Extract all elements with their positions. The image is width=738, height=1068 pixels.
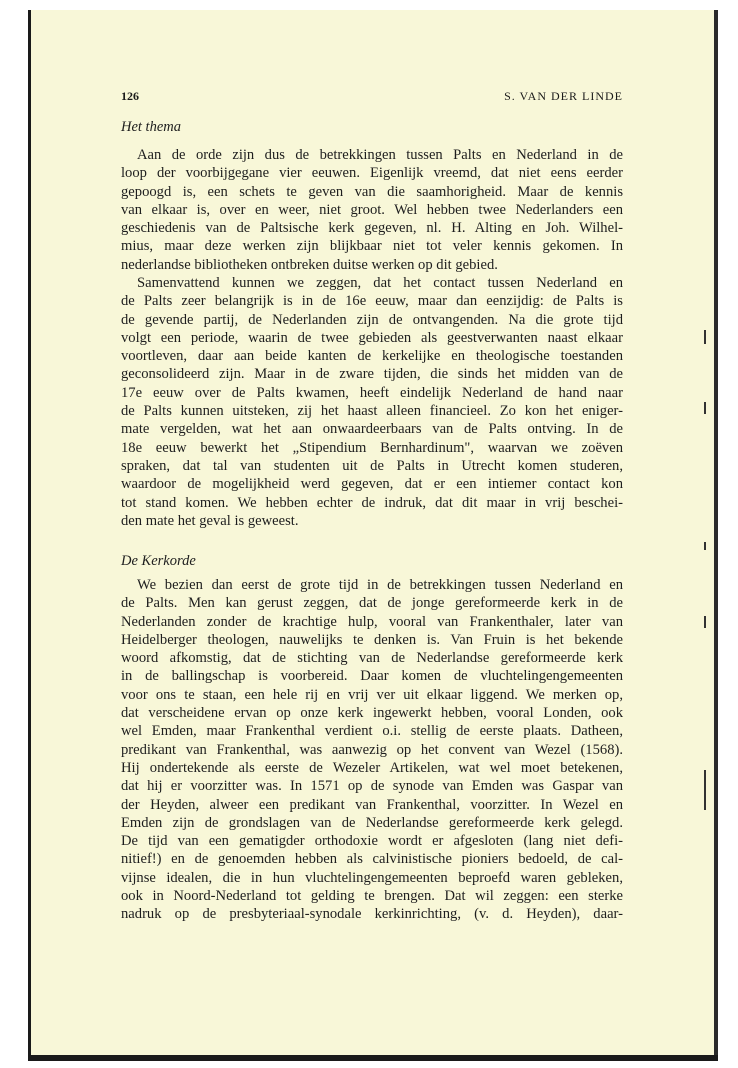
- text-line: van elkaar is, over en weer, niet groot. Wel hebben twee Nederlanders een: [121, 201, 623, 218]
- paragraph-summary: [121, 274, 623, 530]
- text-line: loop der voorbijgegane vier eeuwen. Eigenlijk vreemd, dat niet eens eerder: [121, 165, 623, 182]
- page-number: 126: [121, 89, 139, 103]
- text-line: volgt een periode, waarin de twee gebieden als geestverwanten naast elkaar: [121, 329, 623, 346]
- text-line: der Heyden, alweer een predikant van Frankenthal, voorzitter. In Wezel en: [121, 796, 623, 813]
- margin-marks: [700, 0, 712, 1068]
- scan-edge-bottom: [28, 1055, 718, 1061]
- text-line: geconsolideerd zijn. Maar in de zware tijden, die sinds het midden van de: [121, 366, 623, 383]
- text-line: spraken, dat tal van studenten uit de Palts in Utrecht komen studeren,: [121, 457, 623, 474]
- text-line: de gevende partij, de Nederlanden zijn de ontvangenden. Na die grote tijd: [121, 311, 623, 328]
- text-line: Emden zijn de grondslagen van de Nederlandse gereformeerde kerk gelegd.: [121, 814, 623, 831]
- text-line: nadruk op de presbyteriaal-synodale kerkinrichting, (v. d. Heyden), daar-: [121, 906, 623, 923]
- text-line: geschiedenis van de Paltsische kerk gegeven, nl. H. Alting en Joh. Wilhel-: [121, 220, 623, 237]
- scan-edge-right: [714, 10, 718, 1060]
- text-line: De tijd van een gematigder orthodoxie wordt er afgesloten (lang niet defi-: [121, 833, 623, 850]
- text-line: gepoogd is, een schets te geven van die saamhorigheid. Maar de kennis: [121, 183, 623, 200]
- text-line: We bezien dan eerst de grote tijd in de betrekkingen tussen Nederland en: [137, 577, 623, 593]
- text-line: waardoor de mogelijkheid werd gegeven, dat er een intiemer contact kon: [121, 476, 623, 493]
- text-line: dat verscheidene ervan op onze kerk ingewerkt hebben, vooral Londen, ook: [121, 705, 623, 722]
- text-line: mate vergelden, wat het aan onwaardeerbaars van de Palts ontving. In de: [121, 421, 623, 438]
- paragraph-intro: [121, 146, 623, 274]
- text-line: woord afkomstig, dat de stichting van de Nederlandse gereformeerde kerk: [121, 650, 623, 667]
- page-header: [121, 89, 623, 107]
- text-line: mius, maar deze werken zijn blijkbaar niet tot veler kennis gekomen. In: [121, 238, 623, 255]
- text-line: de Palts. Men kan gerust zeggen, dat de jonge gereformeerde kerk in de: [121, 595, 623, 612]
- text-line: 18e eeuw bewerkt het „Stipendium Bernhardinum", waarvan we zoëven: [121, 439, 623, 456]
- text-line: voortleven, daar aan beide kanten de kerkelijke en theologische toestanden: [121, 348, 623, 365]
- text-line: in de ballingschap is voorbereid. Daar komen de vluchtelingengemeenten: [121, 668, 623, 685]
- text-line: nederlandse bibliotheken ontbreken duitse werken op dit gebied.: [121, 256, 498, 273]
- text-line: Heidelberger theologen, nauwelijks te denken is. Van Fruin is het bekende: [121, 631, 623, 648]
- text-line: Aan de orde zijn dus de betrekkingen tussen Palts en Nederland in de: [137, 147, 623, 163]
- section-title-de-kerkorde: De Kerkorde: [121, 553, 196, 569]
- text-line: Hij ondertekende als eerste de Wezeler Artikelen, wat wel moet betekenen,: [121, 759, 623, 776]
- section-title-het-thema: Het thema: [121, 119, 181, 135]
- text-line: dat hij er voorzitter was. In 1571 op de synode van Emden was Gaspar van: [121, 778, 623, 795]
- text-line: ook in Noord-Nederland tot gelding te brengen. Dat wil zeggen: een sterke: [121, 888, 623, 905]
- paragraph-kerkorde: [121, 576, 623, 924]
- text-line: den mate het geval is geweest.: [121, 512, 299, 529]
- text-line: voor ons te staan, een hele rij en vrij ver uit elkaar liggend. We merken op,: [121, 686, 623, 703]
- text-line: tot stand komen. We hebben echter de indruk, dat dit maar in vrij beschei-: [121, 494, 623, 511]
- text-line: de Palts zeer belangrijk is in de 16e eeuw, maar dan eenzijdig: de Palts is: [121, 293, 623, 310]
- running-head: S. VAN DER LINDE: [504, 89, 623, 103]
- text-line: nitief!) en de genoemden hebben als calvinistische pioniers bedoeld, de cal-: [121, 851, 623, 868]
- text-line: Samenvattend kunnen we zeggen, dat het contact tussen Nederland en: [137, 275, 623, 291]
- text-line: Nederlanden zonder de krachtige hulp, vooral van Frankenthaler, later van: [121, 613, 623, 630]
- text-line: vijnse idealen, die in hun vluchtelingengemeenten beproefd waren gebleken,: [121, 869, 623, 886]
- text-line: predikant van Frankenthal, was aanwezig op het convent van Wezel (1568).: [121, 741, 623, 758]
- text-line: wel Emden, maar Frankenthal verdient o.i. stellig de eerste plaats. Datheen,: [121, 723, 623, 740]
- text-line: 17e eeuw over de Palts kwamen, heeft eindelijk Nederland de hand naar: [121, 384, 623, 401]
- text-line: de Palts kunnen uitsteken, zij het haast alleen financieel. Zo kon het eniger-: [121, 403, 623, 420]
- scan-edge-left: [28, 10, 31, 1060]
